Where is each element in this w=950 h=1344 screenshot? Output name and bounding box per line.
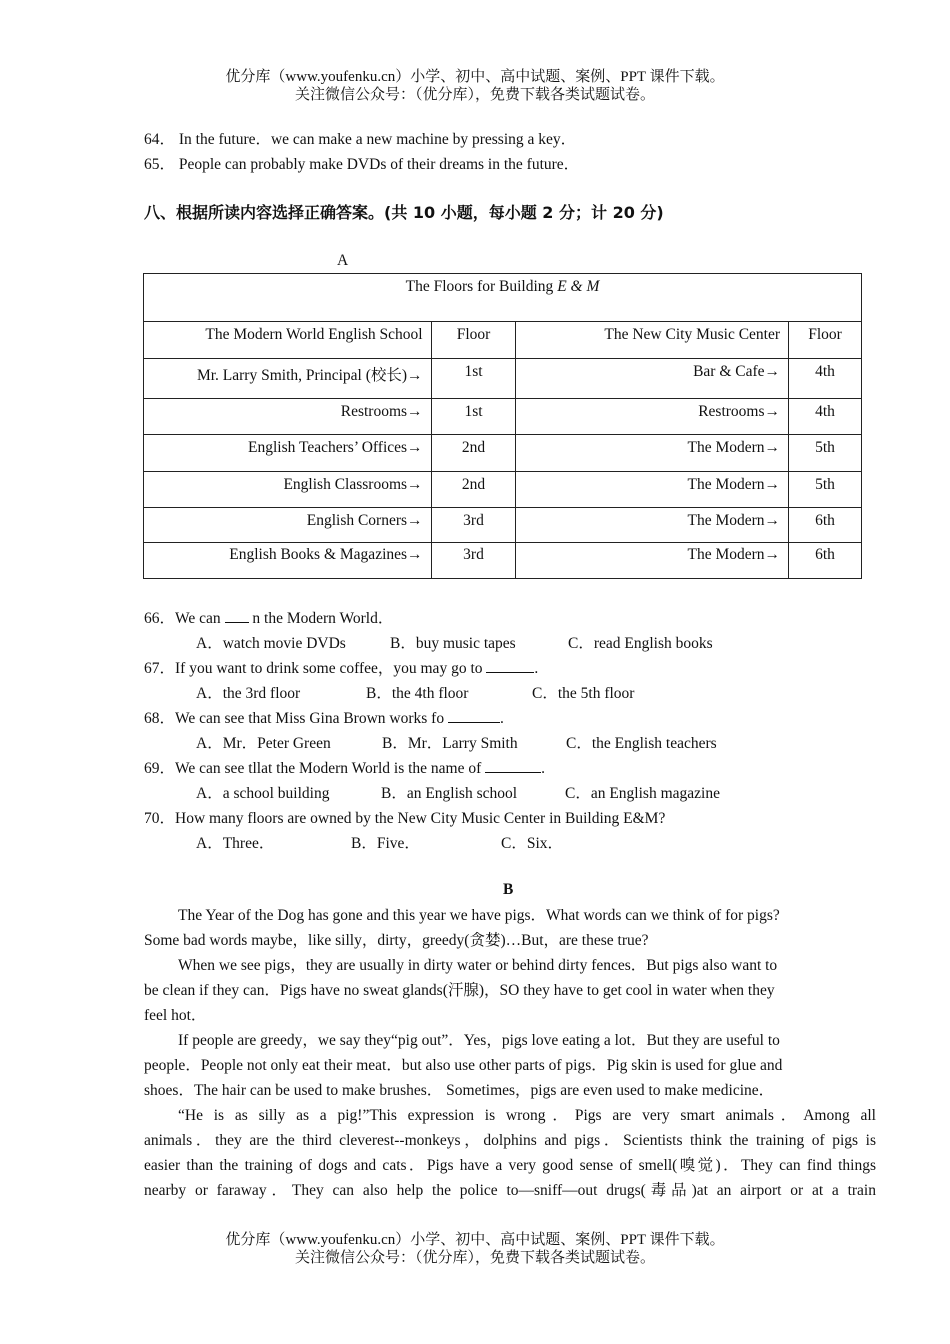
q70-option-b: B．Five． [351, 835, 420, 852]
q67-option-c: C．the 5th floor [532, 685, 635, 702]
school-room: English Classrooms→ [144, 472, 432, 508]
school-room: English Corners→ [144, 508, 432, 543]
table-row [144, 543, 862, 579]
site-header-line2: 关注微信公众号：（优分库），免费下载各类试题试卷。 [294, 87, 655, 103]
q68-option-b: B．Mr．Larry Smith [382, 735, 518, 752]
answer-blank [448, 708, 500, 723]
question-stem-end: . [534, 660, 539, 677]
header-floor-2: Floor [789, 322, 862, 359]
school-floor: 2nd [431, 472, 516, 508]
question-stem: 69．We can see tllat the Modern World is the name of [144, 760, 486, 777]
table-row [144, 435, 862, 472]
passage-line: If people are greedy，we say they“pig out”．Yes，pigs love eating a lot．But they are useful to [178, 1032, 780, 1049]
q69-option-a: A．a school building [196, 785, 330, 802]
table-title-row [144, 274, 862, 322]
q67-option-a: A．the 3rd floor [196, 685, 301, 702]
question-68 [144, 706, 504, 728]
question-stem-end: . [499, 710, 504, 727]
table-title-text: The Floors for Building [405, 278, 558, 295]
passage-line: be clean if they can．Pigs have no sweat glands(汗腺)，SO they have to get cool in water when they [144, 982, 775, 999]
question-stem: 68．We can see that Miss Gina Brown works fo [144, 710, 448, 727]
table-row [144, 359, 862, 399]
music-room: The Modern→ [516, 543, 789, 579]
music-floor: 4th [789, 359, 862, 399]
answer-blank [486, 658, 534, 673]
q70-option-a: A．Three． [196, 835, 275, 852]
music-floor: 6th [789, 508, 862, 543]
q68-option-c: C．the English teachers [566, 735, 717, 752]
school-floor: 2nd [431, 435, 516, 472]
item-64: 64． In the future．we can make a new machine by pressing a key． [144, 131, 577, 148]
music-floor: 4th [789, 399, 862, 435]
answer-blank [485, 758, 541, 773]
school-room: English Teachers’ Offices→ [144, 435, 432, 472]
table-row [144, 508, 862, 543]
q67-option-b: B．the 4th floor [366, 685, 469, 702]
school-room: Mr. Larry Smith, Principal (校长)→ [144, 359, 432, 399]
music-room: The Modern→ [516, 508, 789, 543]
music-room: Bar & Cafe→ [516, 359, 789, 399]
passage-line: shoes．The hair can be used to make brushes． Sometimes，pigs are even used to make medicine． [144, 1082, 775, 1099]
header-school: The Modern World English School [144, 322, 432, 359]
passage-line: people．People not only eat their meat．but also use other parts of pigs．Pig skin is used for glue and [144, 1057, 783, 1074]
question-stem: 66．We can [144, 610, 225, 627]
school-room: English Books & Magazines→ [144, 543, 432, 579]
floors-table [143, 273, 862, 579]
q66-option-a: A．watch movie DVDs [196, 635, 346, 652]
question-70: 70．How many floors are owned by the New City Music Center in Building E&M? [144, 810, 666, 827]
passage-line: When we see pigs，they are usually in dirty water or behind dirty fences．But pigs also want to [178, 957, 778, 974]
music-room: Restrooms→ [516, 399, 789, 435]
site-footer-line1: 优分库（www.youfenku.cn）小学、初中、高中试题、案例、PPT 课件下载。 [225, 1232, 725, 1248]
header-floor-1: Floor [431, 322, 516, 359]
question-stem: 67．If you want to drink some coffee，you may go to [144, 660, 487, 677]
site-footer-line2: 关注微信公众号：（优分库），免费下载各类试题试卷。 [294, 1250, 655, 1266]
part-a-label: A [337, 252, 349, 269]
passage-line: Some bad words maybe，like silly，dirty，greedy(贪婪)…But，are these true? [144, 932, 649, 949]
passage-line: “He is as silly as a pig!”This expression is wrong．Pigs are very smart animals．Among all [178, 1107, 876, 1124]
table-title-building: E & M [557, 278, 600, 295]
question-69 [144, 756, 545, 778]
q69-option-c: C．an English magazine [565, 785, 720, 802]
site-header-line1: 优分库（www.youfenku.cn）小学、初中、高中试题、案例、PPT 课件下载。 [225, 69, 725, 85]
school-floor: 1st [431, 359, 516, 399]
music-floor: 5th [789, 472, 862, 508]
q66-option-b: B．buy music tapes [390, 635, 516, 652]
music-room: The Modern→ [516, 435, 789, 472]
school-floor: 3rd [431, 543, 516, 579]
question-stem-end: n the Modern World． [248, 610, 394, 627]
q66-option-c: C．read English books [568, 635, 713, 652]
item-65: 65． People can probably make DVDs of their dreams in the future． [144, 156, 580, 173]
school-floor: 1st [431, 399, 516, 435]
table-title [144, 274, 862, 322]
header-music-center: The New City Music Center [516, 322, 789, 359]
passage-line: The Year of the Dog has gone and this year we have pigs．What words can we think of for pigs? [178, 907, 780, 924]
question-stem-end: . [541, 760, 546, 777]
school-room: Restrooms→ [144, 399, 432, 435]
q68-option-a: A．Mr．Peter Green [196, 735, 331, 752]
question-67 [144, 656, 538, 678]
music-floor: 6th [789, 543, 862, 579]
passage-line: nearby or faraway．They can also help the police to—sniff—out drugs(毒品)at an airport or at a train [144, 1182, 876, 1199]
music-floor: 5th [789, 435, 862, 472]
answer-blank [225, 608, 249, 623]
table-row [144, 399, 862, 435]
passage-b [144, 903, 876, 1203]
part-b-label: B [503, 881, 514, 898]
q69-option-b: B．an English school [381, 785, 518, 802]
music-room: The Modern→ [516, 472, 789, 508]
school-floor: 3rd [431, 508, 516, 543]
question-66 [144, 606, 393, 628]
table-header-row [144, 322, 862, 359]
table-row [144, 472, 862, 508]
section-heading: 八、根据所读内容选择正确答案。(共 10 小题，每小题 2 分；计 20 分) [144, 203, 664, 222]
passage-line: easier than the training of dogs and cats．Pigs have a very good sense of smell(嗅觉)．They can find things [144, 1157, 876, 1174]
passage-line: feel hot． [144, 1007, 207, 1024]
passage-line: animals．they are the third cleverest--monkeys，dolphins and pigs．Scientists think the training of pigs is [144, 1132, 876, 1149]
q70-option-c: C．Six． [501, 835, 564, 852]
